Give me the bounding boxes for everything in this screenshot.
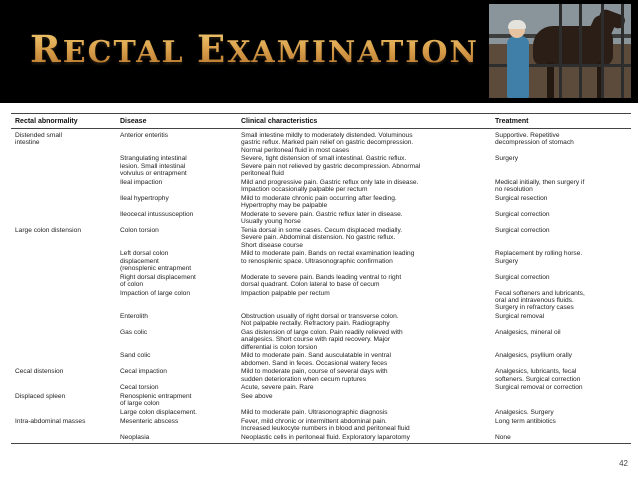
cell-disease: Ileocecal intussusception <box>120 210 194 218</box>
cell-disease: Strangulating intestinal lesion. Small intestinal volvulus or entrapment <box>120 155 187 178</box>
veterinarian-figure <box>507 36 529 98</box>
cell-abnormality <box>11 329 116 352</box>
horse-examination-photo <box>489 4 631 98</box>
table-row <box>11 250 631 273</box>
table-row <box>11 434 631 444</box>
cell-clinical: Mild to moderate pain. Ultrasonographic diagnosis <box>241 409 388 417</box>
cell-disease: Neoplasia <box>116 434 237 444</box>
cell-clinical: Acute, severe pain. Rare <box>241 384 314 392</box>
cell-abnormality <box>11 384 116 393</box>
cell-treatment: Supportive. Repetitive decompression of stomach <box>495 132 574 147</box>
cell-disease: Cecal torsion <box>120 384 159 392</box>
cell-disease: Large colon displacement. <box>120 409 197 417</box>
header-clinical-characteristics: Clinical characteristics <box>237 114 491 129</box>
cell-abnormality <box>11 211 116 227</box>
cell-clinical: Moderate to severe pain. Gastric reflux later in disease. Usually young horse <box>241 210 403 226</box>
cell-disease: Renosplenic entrapment of large colon <box>120 393 192 408</box>
cell-clinical: Severe, tight distension of small intestinal. Gastric reflux. Severe pain not relieved by gastric decompression. Abnormal peritoneal fluid <box>241 155 421 178</box>
table-row <box>11 129 631 156</box>
cell-clinical: Gas distension of large colon. Pain readily relieved with analgesics. Short course with rapid recovery. Major differential is colon torsion <box>241 329 403 351</box>
slide-header <box>0 0 638 103</box>
table-row <box>11 179 631 195</box>
table-row <box>11 211 631 227</box>
cell-treatment: Long term antibiotics <box>495 417 556 425</box>
cell-abnormality <box>11 250 116 273</box>
table-row <box>11 368 631 384</box>
cell-abnormality: Displaced spleen <box>15 393 66 401</box>
cell-clinical: Moderate to severe pain. Bands leading ventral to right dorsal quadrant. Colon lateral to base of cecum <box>241 273 402 289</box>
table-row <box>11 393 631 409</box>
table-row <box>11 352 631 368</box>
table-row <box>11 384 631 393</box>
cell-abnormality <box>11 434 116 444</box>
cell-abnormality <box>11 179 116 195</box>
cell-treatment: Medical initially, then surgery if no resolution <box>495 178 585 194</box>
table-row <box>11 313 631 329</box>
header-disease: Disease <box>116 114 237 129</box>
cell-disease: Anterior enteritis <box>120 132 169 139</box>
cell-clinical: Obstruction usually of right dorsal or transverse colon. Not palpable rectally. Refractory pain. Radiography <box>241 313 399 328</box>
header-rectal-abnormality: Rectal abnormality <box>11 114 116 129</box>
table-row <box>11 418 631 434</box>
cell-abnormality <box>11 409 116 418</box>
rectal-abnormality-table <box>11 113 631 444</box>
slide-title <box>30 27 479 71</box>
cell-clinical: Mild and progressive pain. Gastric reflux only late in disease. Impaction occasionally palpable per rectum <box>241 178 419 194</box>
cell-treatment: Surgical removal <box>495 313 545 321</box>
cell-abnormality: Intra-abdominal masses <box>15 417 86 425</box>
cell-treatment: None <box>491 434 631 444</box>
title-initial-r: R <box>30 27 63 71</box>
cell-clinical: Mild to moderate pain. Sand ausculatable in ventral abdomen. Sand in feces. Occasional watery feces <box>241 352 391 367</box>
cell-clinical: Neoplastic cells in peritoneal fluid. Exploratory laparotomy <box>237 434 491 444</box>
cell-clinical: Tenia dorsal in some cases. Cecum displaced medially. Severe pain. Abdominal distension. No gastric reflux. Short disease course <box>241 226 403 249</box>
table-row <box>11 155 631 178</box>
cell-treatment: Surgery <box>495 155 519 163</box>
cell-clinical: Fever, mild chronic or intermittent abdominal pain. Increased leukocyte numbers in blood and peritoneal fluid <box>241 417 410 433</box>
cell-abnormality: Distended small intestine <box>15 132 62 147</box>
table-row <box>11 195 631 211</box>
cell-clinical: Mild to moderate pain. Bands on rectal examination leading to renosplenic space. Ultrasonographic confirmation <box>241 250 415 265</box>
title-initial-e: E <box>197 27 228 71</box>
cell-treatment: Analgesics, mineral oil <box>495 329 561 337</box>
cell-abnormality <box>11 155 116 178</box>
cell-treatment <box>491 393 631 409</box>
cell-disease: Gas colic <box>120 329 148 337</box>
cell-clinical: Small intestine mildly to moderately distended. Voluminous gastric reflux. Marked pain relief on gastric decompression. Normal peritoneal fluid in most cases <box>241 132 414 154</box>
cell-disease: Sand colic <box>120 352 151 360</box>
cell-abnormality <box>11 195 116 211</box>
cell-abnormality: Large colon distension <box>15 226 81 234</box>
table-row <box>11 227 631 250</box>
cell-abnormality <box>11 290 116 313</box>
cell-disease: Right dorsal displacement of colon <box>120 273 196 289</box>
cell-treatment: Analgesics, lubricants, fecal softeners. Surgical correction <box>495 368 581 383</box>
table-row <box>11 274 631 290</box>
cell-treatment: Analgesics. Surgery <box>495 409 554 417</box>
cell-disease: Mesenteric abscess <box>120 417 179 425</box>
cell-clinical: Impaction palpable per rectum <box>241 289 330 297</box>
title-rest-xamination: XAMINATION <box>227 35 479 70</box>
cell-treatment: Fecal softeners and lubricants, oral and intravenous fluids. Surgery in refractory cases <box>495 289 585 312</box>
cell-disease: Ileal hypertrophy <box>120 194 169 202</box>
header-treatment: Treatment <box>491 114 631 129</box>
cell-disease: Impaction of large colon <box>120 289 191 297</box>
cell-disease: Ileal impaction <box>120 178 163 186</box>
cell-treatment: Surgical correction <box>495 226 550 234</box>
cell-treatment: Surgical removal or correction <box>495 384 583 392</box>
table-row <box>11 409 631 418</box>
cell-clinical: Mild to moderate chronic pain occurring after feeding. Hypertrophy may be palpable <box>241 194 397 210</box>
cell-abnormality <box>11 313 116 329</box>
cell-treatment: Surgical correction <box>495 210 550 218</box>
cell-treatment: Analgesics, psyllium orally <box>495 352 572 360</box>
cell-disease: Enterolith <box>120 313 148 321</box>
table-row <box>11 290 631 313</box>
cell-treatment: Surgical resection <box>495 194 548 202</box>
cell-treatment: Replacement by rolling horse. Surgery <box>495 250 583 265</box>
cell-disease: Left dorsal colon displacement (renosplenic entrapment <box>120 250 192 273</box>
table-row <box>11 329 631 352</box>
page-number: 42 <box>619 459 628 468</box>
cell-disease: Cecal impaction <box>120 368 167 376</box>
cell-disease: Colon torsion <box>120 226 159 234</box>
cell-abnormality <box>11 352 116 368</box>
cell-clinical: Mild to moderate pain, course of several days with sudden deterioration when cecum ruptures <box>241 368 388 383</box>
cell-abnormality: Cecal distension <box>15 368 64 376</box>
cell-clinical: See above <box>241 393 273 401</box>
cell-treatment: Surgical correction <box>495 273 550 281</box>
cell-abnormality <box>11 274 116 290</box>
table-header-row <box>11 114 631 129</box>
title-rest-ectal: ECTAL <box>62 35 197 70</box>
